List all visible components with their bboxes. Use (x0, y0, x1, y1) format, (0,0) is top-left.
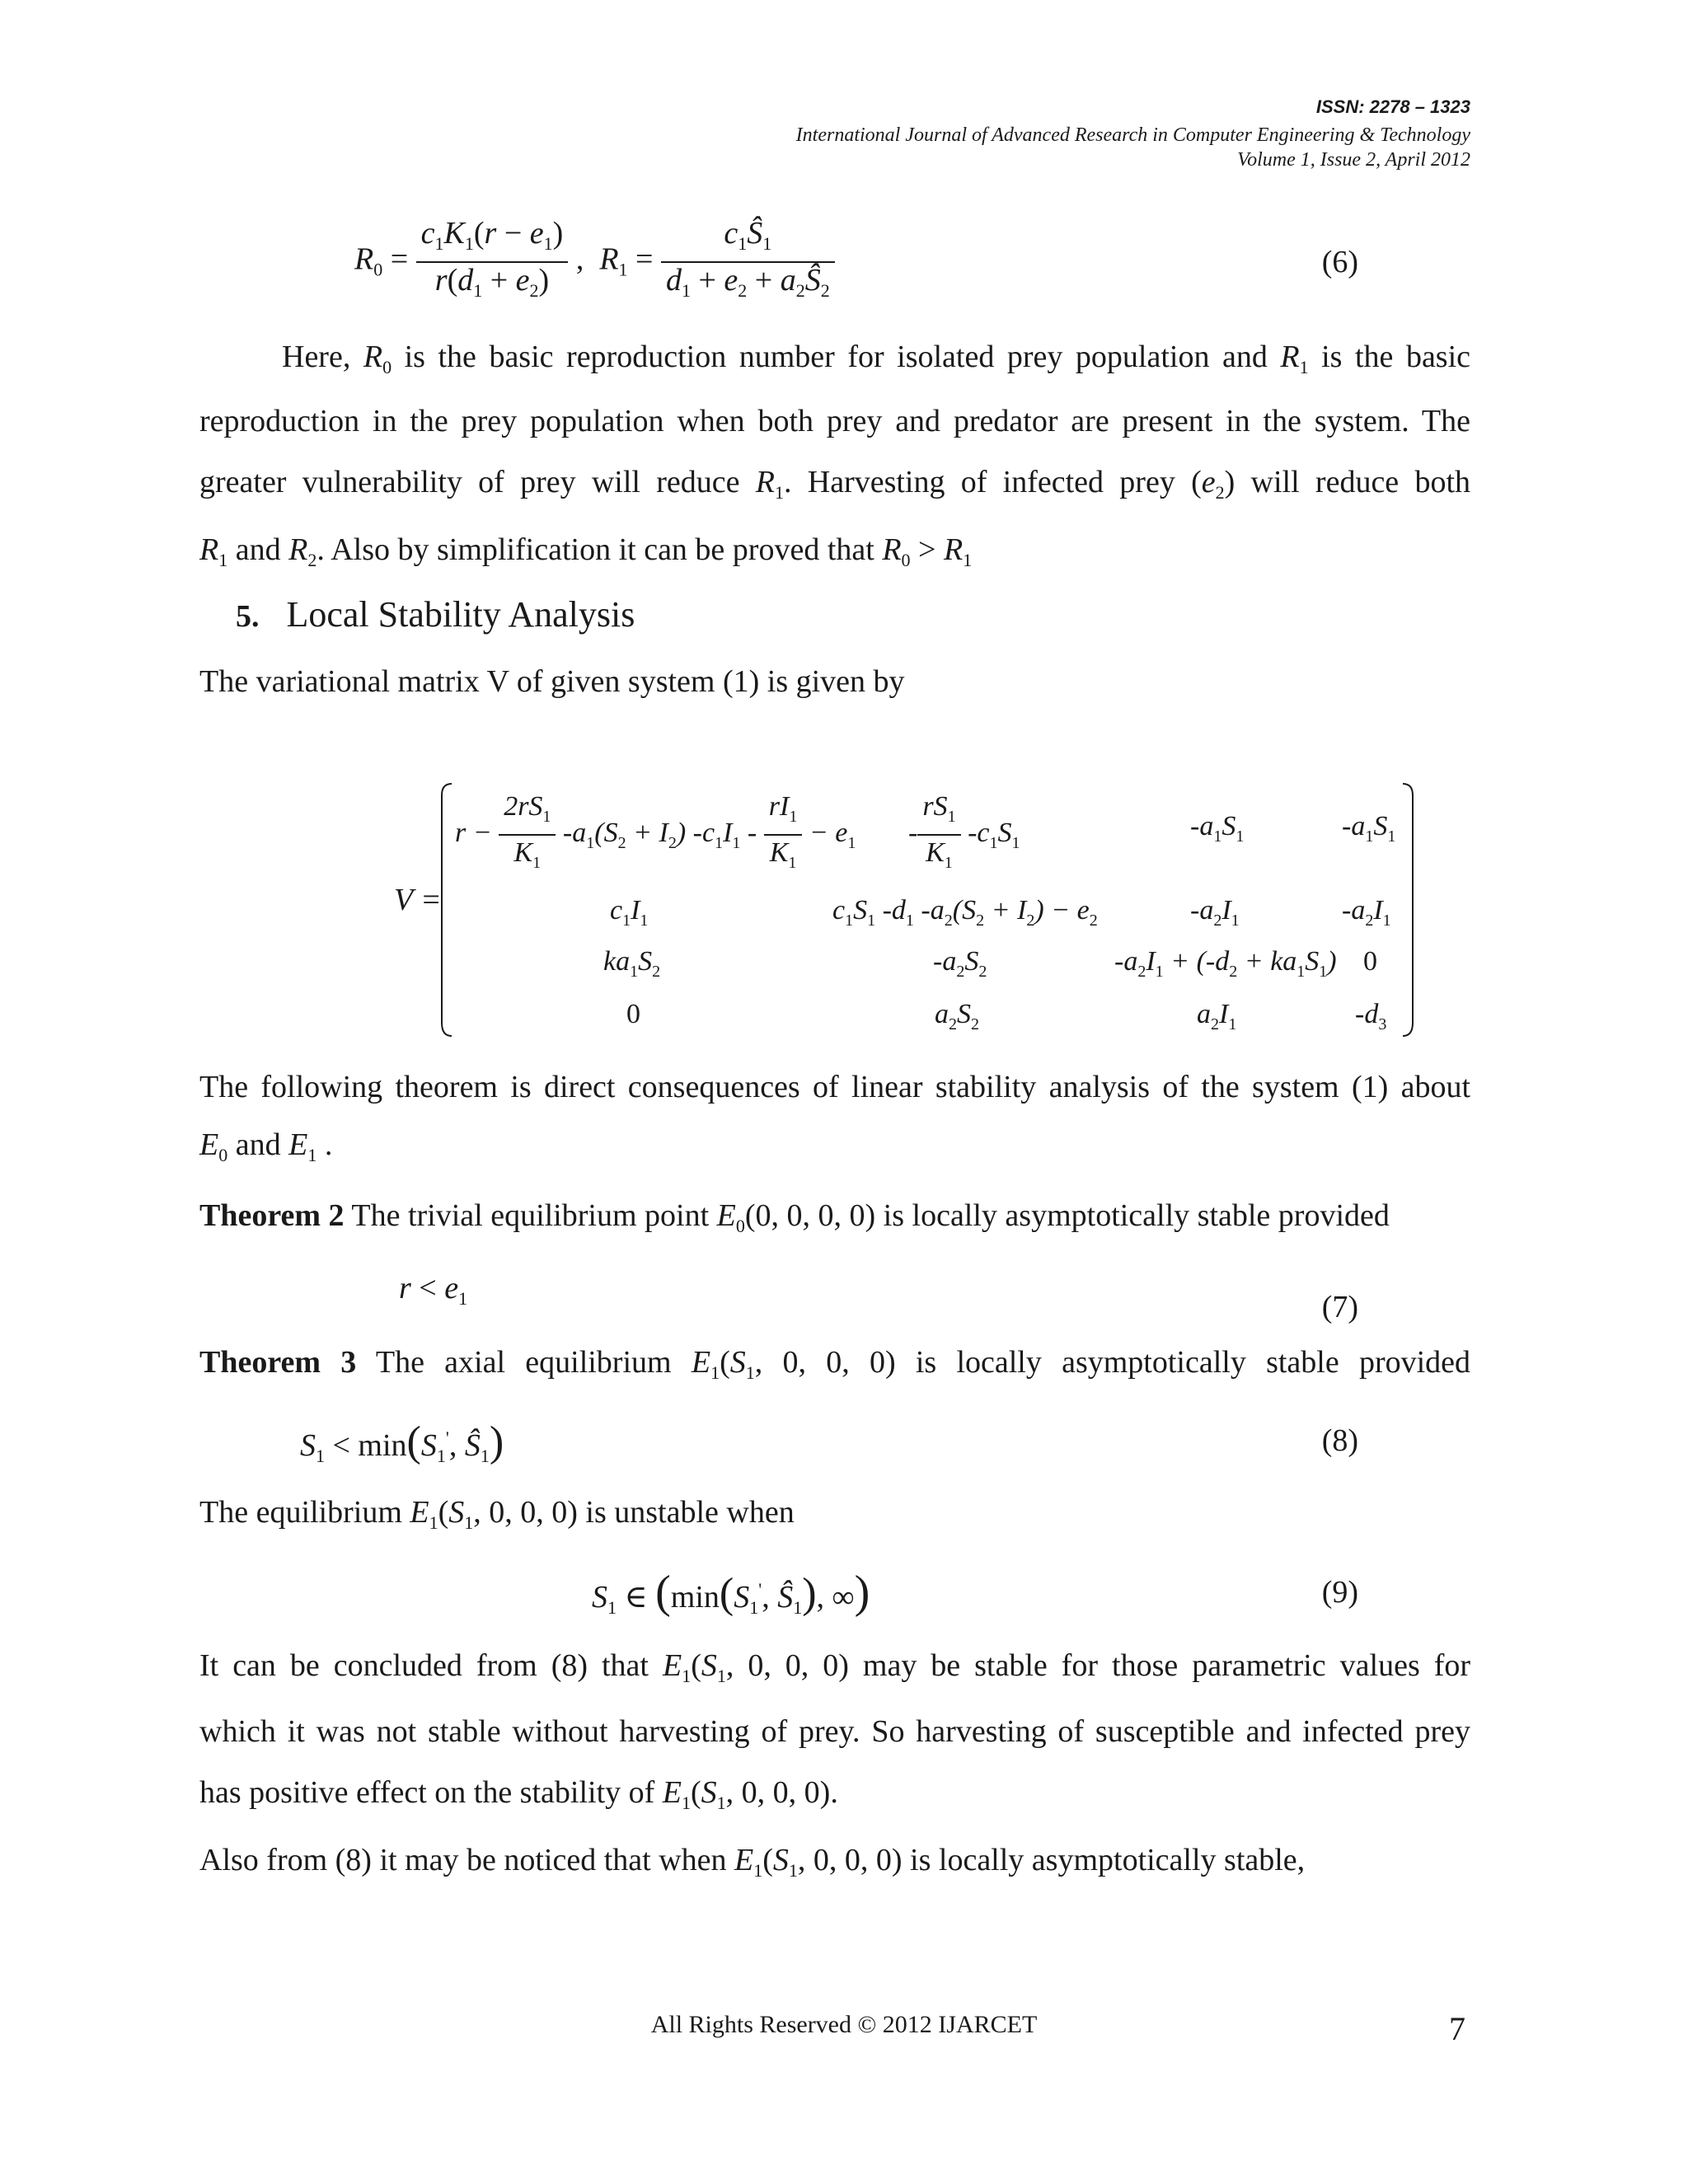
equation-7: $r < e_1$ (399, 1271, 468, 1309)
matrix-cell-2-4: $-a_2I_1$ (1342, 895, 1391, 930)
header-volume: Volume 1, Issue 2, April 2012 (1237, 149, 1470, 171)
equation-number-8: (8) (1321, 1423, 1358, 1458)
para5-line3: has positive effect on the stability of $E_1(S_1$, 0, 0, 0). (199, 1775, 838, 1813)
matrix-cell-3-3: $-a_2I_1 + (-d_2 + ka_1S_1)$ (1114, 946, 1337, 981)
para1-line4: $R_1$ and $R_2$. Also by simplification it can be proved that $R_0 > R_1$ (199, 532, 973, 570)
header-journal: International Journal of Advanced Research in Computer Engineering & Technology (795, 124, 1470, 146)
para5-line2: which it was not stable without harvesting of prey. So harvesting of susceptible and infected prey (199, 1714, 1470, 1749)
matrix-cell-4-3: $a_2I_1$ (1197, 999, 1237, 1033)
matrix-cell-4-1: 0 (626, 999, 640, 1029)
para4: The equilibrium $E_1(S_1$, 0, 0, 0) is unstable when (199, 1495, 795, 1533)
equation-number-6: (6) (1321, 245, 1358, 279)
equation-number-9: (9) (1321, 1575, 1358, 1610)
matrix-cell-2-1: $c_1I_1$ (610, 895, 649, 930)
para2: The variational matrix V of given system (1) is given by (199, 664, 905, 699)
equation-number-7: (7) (1321, 1290, 1358, 1324)
footer-copyright: All Rights Reserved © 2012 IJARCET (650, 2011, 1038, 2038)
para3-line1: The following theorem is direct consequences of linear stability analysis of the system (1) about (199, 1070, 1470, 1104)
matrix-cell-1-4: $-a_1S_1$ (1342, 811, 1396, 846)
equation-6: $R_0$ = $\frac{c_1K_1(r - e_1)}{r(d_1 + e_2)}$ , $R_1$ = $\frac{c_1Ŝ_1}{d_1 + e_2 + a_2Ŝ_2}$ (354, 216, 835, 308)
matrix-cell-2-3: $-a_2I_1$ (1190, 895, 1240, 930)
section-heading: 5. Local Stability Analysis (236, 594, 635, 635)
equation-8: $S_1 < \min(S_1'$, $Ŝ_1$) (300, 1418, 504, 1466)
header-issn: ISSN: 2278 – 1323 (1315, 96, 1470, 117)
para1-line2: reproduction in the prey population when both prey and predator are present in the system. The (199, 404, 1470, 438)
para3-line2: $E_0$ and $E_1$ . (199, 1127, 333, 1165)
para5-line1: It can be concluded from (8) that $E_1(S_1$, 0, 0, 0) may be stable for those parametric values for (199, 1648, 1471, 1686)
theorem-3: Theorem 3 The axial equilibrium $E_1(S_1$, 0, 0, 0) is locally asymptotically stable provided (199, 1345, 1471, 1383)
matrix-cell-1-2: - $\frac{rS_1}{K_1}$ $-c_1S_1$ (908, 791, 1020, 872)
theorem-2: Theorem 2 The trivial equilibrium point $E_0(0$, 0, 0, 0) is locally asymptotically stable provided (199, 1198, 1390, 1236)
matrix-cell-1-1: r − $\frac{2rS_1}{K_1}$ $-a_1(S_2 + I_2)$ $-c_1I_1$ - $\frac{rI_1}{K_1}$ − $e_1$ (455, 791, 856, 872)
matrix-cell-2-2: $c_1S_1$ $-d_1$ $-a_2(S_2 + I_2) - e_2$ (832, 895, 1098, 930)
matrix-cell-1-3: $-a_1S_1$ (1190, 811, 1245, 846)
variational-matrix: V = r − $\frac{2rS_1}{K_1}$ $-a_1(S_2 + I_2)$ $-c_1I_1$ - $\frac{rI_1}{K_1}$ − $e_1$ - $\frac{rS_1}{K_1}$ $-c_1S_1$ $-a_1S_1$ $-a_1S_1$ $c_1I_1$ $c_1S_1$ $-d_1$ $-a_2(S_2 + I_2) - e_2$ $-a_2I_1$ $-a_2I_1$ $ka_1S_2$ $-a_2S_2$ $-a_2I_1 + (-d_2 + ka_1S_1)$ 0 0 $a_2S_2$ $a_2I_1$ $-d_3$ (0, 0, 1688, 1071)
para1-line3: greater vulnerability of prey will reduce $R_1$. Harvesting of infected prey $(e_2)$ will reduce both (199, 465, 1470, 503)
matrix-cell-3-1: $ka_1S_2$ (603, 946, 661, 981)
matrix-cell-3-2: $-a_2S_2$ (933, 946, 987, 981)
para1-line1: Here, $R_0$ is the basic reproduction number for isolated prey population and $R_1$ is the basic (282, 340, 1471, 377)
matrix-cell-3-4: 0 (1363, 946, 1377, 977)
matrix-cell-4-4: $-d_3$ (1355, 999, 1387, 1033)
matrix-cell-4-2: $a_2S_2$ (935, 999, 979, 1033)
page-number: 7 (1449, 2010, 1465, 2047)
para6: Also from (8) it may be noticed that when $E_1(S_1$, 0, 0, 0) is locally asymptotically stable, (199, 1843, 1306, 1881)
equation-9: $S_1$ ∈ ($\min(S_1'$, $Ŝ_1$), ∞) (592, 1567, 870, 1618)
